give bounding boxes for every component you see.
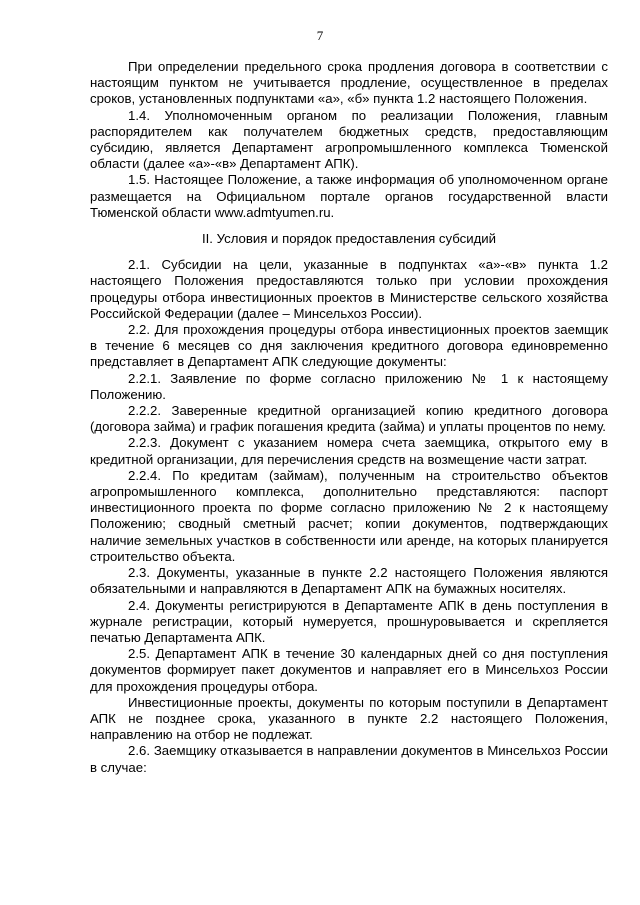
paragraph-1-4: 1.4. Уполномоченным органом по реализации Положения, главным распорядителем как получателем бюджетных средств, предоставляющим субсидию, является Департамент агропромышленного комплекса Тюменской области (далее «а»-«в» Департамент АПК). xyxy=(90,107,608,172)
paragraph-2-6: 2.6. Заемщику отказывается в направлении документов в Минсельхоз России в случае: xyxy=(90,743,608,775)
page-number: 7 xyxy=(316,28,324,43)
paragraph-2-5: 2.5. Департамент АПК в течение 30 календарных дней со дня поступления документов формирует пакет документов и направляет его в Минсельхоз России для прохождения процедуры отбора. xyxy=(90,646,608,694)
paragraph-2-3: 2.3. Документы, указанные в пункте 2.2 настоящего Положения являются обязательными и направляются в Департамент АПК на бумажных носителях. xyxy=(90,565,608,597)
paragraph: При определении предельного срока продления договора в соответствии с настоящим пунктом не учитывается продление, осуществленное в пределах сроков, установленных подпунктами «а», «б» пункта 1.2 настоящего Положения. xyxy=(90,59,608,107)
paragraph-2-2-2: 2.2.2. Заверенные кредитной организацией копию кредитного договора (договора займа) и график погашения кредита (займа) и уплаты процентов по нему. xyxy=(90,403,608,435)
paragraph-2-2-1: 2.2.1. Заявление по форме согласно приложению № 1 к настоящему Положению. xyxy=(90,370,608,402)
document-body xyxy=(90,59,608,776)
paragraph-2-2-3: 2.2.3. Документ с указанием номера счета заемщика, открытого ему в кредитной организации, для перечисления средств на возмещение части затрат. xyxy=(90,435,608,467)
paragraph-2-4: 2.4. Документы регистрируются в Департаменте АПК в день поступления в журнале регистрации, который нумеруется, прошнуровывается и скрепляется печатью Департамента АПК. xyxy=(90,597,608,645)
paragraph-investment-projects: Инвестиционные проекты, документы по которым поступили в Департамент АПК не позднее срока, указанного в пункте 2.2 настоящего Положения, направлению на отбор не подлежат. xyxy=(90,694,608,743)
paragraph-2-2-4: 2.2.4. По кредитам (займам), полученным на строительство объектов агропромышленного комплекса, дополнительно представляются: паспорт инвестиционного проекта по форме согласно приложению № 2 к настоящему Положению; сводный сметный расчет; копии документов, подтверждающих наличие земельных участков в собственности или аренде, на которых планируется строительство объекта. xyxy=(90,467,608,564)
paragraph-2-2: 2.2. Для прохождения процедуры отбора инвестиционных проектов заемщик в течение 6 месяцев со дня заключения кредитного договора единовременно представляет в Департамент АПК следующие документы: xyxy=(90,322,608,370)
paragraph-1-5: 1.5. Настоящее Положение, а также информация об уполномоченном органе размещается на Официальном портале органов государственной власти Тюменской области www.admtyumen.ru. xyxy=(90,172,608,220)
paragraph-2-1: 2.1. Субсидии на цели, указанные в подпунктах «а»-«в» пункта 1.2 настоящего Положения предоставляются только при условии прохождения процедуры отбора инвестиционных проектов в Министерстве сельского хозяйства Российской Федерации (далее – Минсельхоз России). xyxy=(90,257,608,321)
section-heading: II. Условия и порядок предоставления субсидий xyxy=(201,231,497,247)
